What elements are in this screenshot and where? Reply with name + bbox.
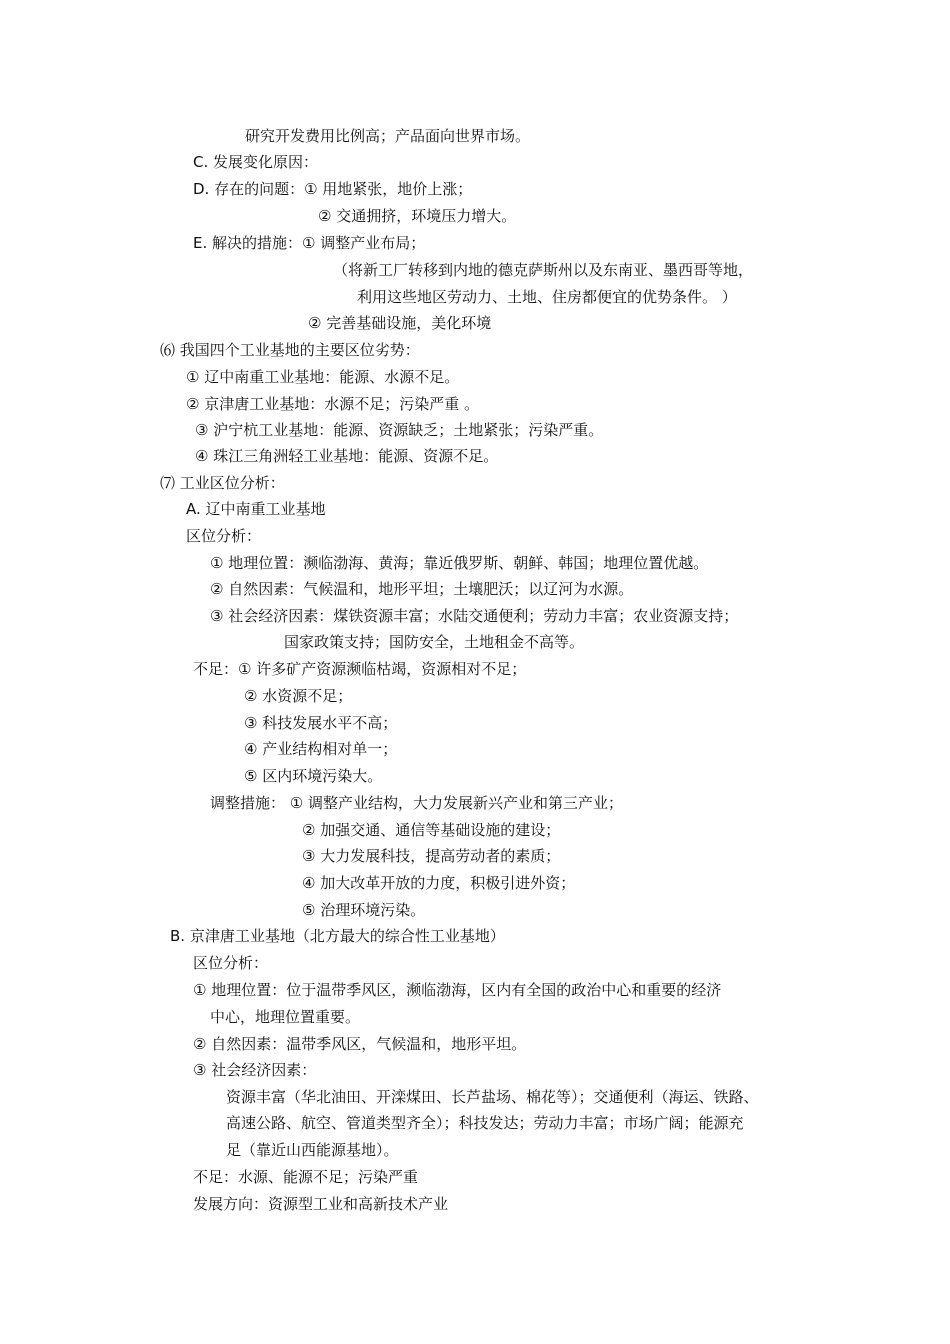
text-line: 资源丰富（华北油田、开滦煤田、长芦盐场、棉花等）；交通便利（海运、铁路、 — [226, 1088, 759, 1106]
text-line: ③ 科技发展水平不高； — [244, 714, 398, 732]
text-line: ③ 社会经济因素：煤铁资源丰富；水陆交通便利；劳动力丰富；农业资源支持； — [210, 607, 739, 625]
section-heading: ⑺ 工业区位分析： — [160, 474, 285, 492]
text-line: D. 存在的问题：① 用地紧张，地价上涨； — [193, 180, 473, 198]
text-line: 不足：① 许多矿产资源濒临枯竭，资源相对不足； — [193, 660, 527, 678]
text-line: ② 加强交通、通信等基础设施的建设； — [302, 821, 561, 839]
text-line: 中心，地理位置重要。 — [210, 1008, 361, 1026]
subsection-heading: A. 辽中南重工业基地 — [186, 500, 326, 518]
text-line: ③ 大力发展科技，提高劳动者的素质； — [302, 847, 561, 865]
text-line: ② 京津唐工业基地：水源不足；污染严重 。 — [186, 395, 479, 413]
text-line: ⑤ 治理环境污染。 — [302, 901, 426, 919]
text-line: 足（靠近山西能源基地）。 — [226, 1141, 399, 1159]
text-line: 发展方向：资源型工业和高新技术产业 — [193, 1195, 449, 1213]
subsection-heading: B. 京津唐工业基地（北方最大的综合性工业基地） — [170, 927, 505, 945]
text-line: ④ 产业结构相对单一； — [244, 740, 398, 758]
text-line: ③ 社会经济因素： — [193, 1061, 317, 1079]
text-line: 不足：水源、能源不足；污染严重 — [193, 1168, 419, 1186]
text-line: 高速公路、航空、管道类型齐全）；科技发达；劳动力丰富；市场广阔；能源充 — [226, 1114, 744, 1132]
text-line: ① 地理位置：位于温带季风区，濒临渤海，区内有全国的政治中心和重要的经济 — [193, 981, 722, 999]
text-line: ④ 珠江三角洲轻工业基地：能源、资源不足。 — [195, 447, 499, 465]
text-line: 国家政策支持；国防安全，土地租金不高等。 — [284, 633, 585, 651]
text-line: 调整措施： ① 调整产业结构，大力发展新兴产业和第三产业； — [210, 794, 623, 812]
text-line: ② 自然因素：气候温和，地形平坦；土壤肥沃；以辽河为水源。 — [210, 580, 634, 598]
text-line: ② 自然因素：温带季风区，气候温和，地形平坦。 — [193, 1035, 527, 1053]
text-line: ② 水资源不足； — [244, 687, 353, 705]
text-line: ① 地理位置：濒临渤海、黄海；靠近俄罗斯、朝鲜、韩国；地理位置优越。 — [210, 554, 709, 572]
section-heading: ⑹ 我国四个工业基地的主要区位劣势： — [160, 341, 420, 359]
text-line: ② 完善基础设施，美化环境 — [308, 314, 492, 332]
text-line: 区位分析： — [186, 527, 262, 545]
text-line: （将新工厂转移到内地的德克萨斯州以及东南亚、墨西哥等地， — [333, 261, 754, 279]
text-line: E. 解决的措施：① 调整产业布局； — [193, 234, 426, 252]
text-line: ⑤ 区内环境污染大。 — [244, 767, 383, 785]
text-line: 区位分析： — [193, 954, 269, 972]
text-line: ④ 加大改革开放的力度，积极引进外资； — [302, 874, 576, 892]
text-line: 利用这些地区劳动力、土地、住房都便宜的优势条件。 ） — [357, 288, 737, 306]
text-line: ③ 沪宁杭工业基地：能源、资源缺乏；土地紧张；污染严重。 — [195, 421, 604, 439]
text-line: 研究开发费用比例高；产品面向世界市场。 — [245, 127, 531, 145]
text-line: C. 发展变化原因： — [193, 153, 319, 171]
text-line: ① 辽中南重工业基地：能源、水源不足。 — [186, 368, 460, 386]
text-line: ② 交通拥挤，环境压力增大。 — [318, 207, 517, 225]
